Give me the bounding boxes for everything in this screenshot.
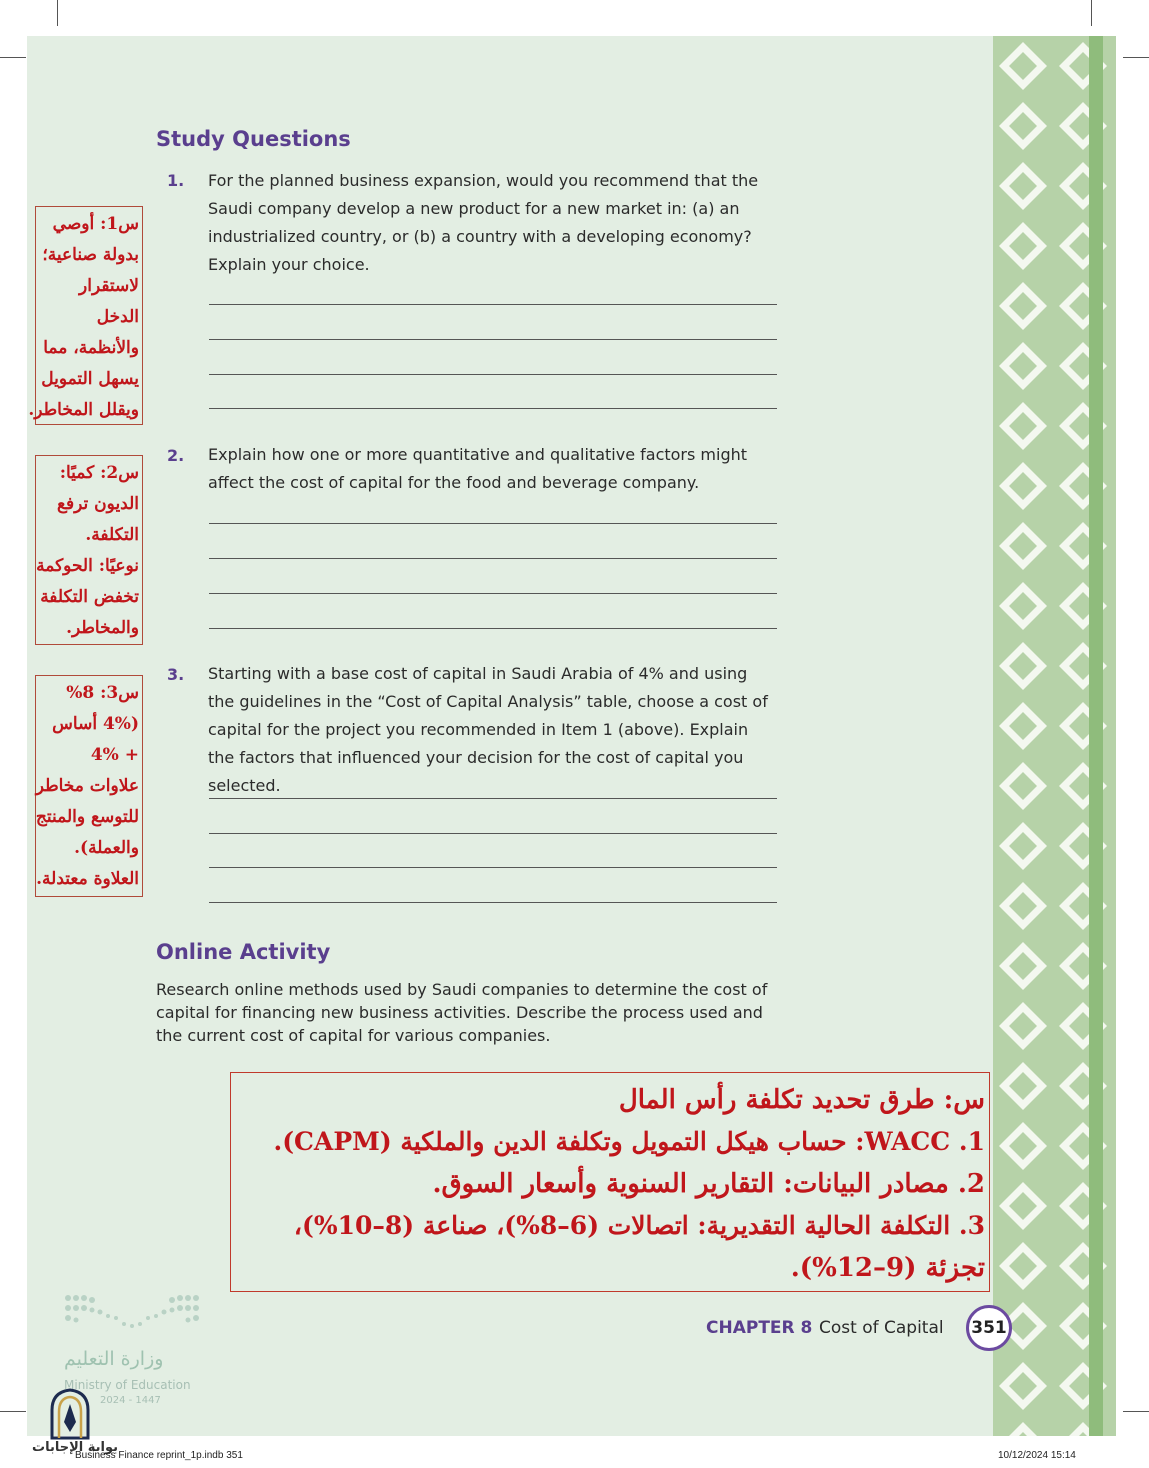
answer-line[interactable] [209, 902, 777, 903]
answer-line[interactable] [209, 558, 777, 559]
online-activity-text: Research online methods used by Saudi companies to determine the cost of capital for financing new business activities. Describe the process used and the current cost of capital for various companies. [156, 980, 768, 1045]
note-line: لاستقرار [79, 276, 139, 296]
answer-line[interactable] [209, 798, 777, 799]
note-line: بدولة صناعية؛ [42, 245, 139, 265]
note-line: الديون ترفع [56, 494, 139, 514]
answer-line-text: 3. التكلفة الحالية التقديرية: اتصالات (6–8%)، صناعة (8–10%)، [293, 1211, 985, 1240]
print-slug-file: Business Finance reprint_1p.indb 351 [75, 1450, 243, 1461]
chapter-title: Cost of Capital [819, 1318, 944, 1338]
note-line: يسهل التمويل [41, 369, 139, 389]
answer-note-q2 [35, 455, 143, 645]
answer-line[interactable] [209, 523, 777, 524]
note-line: للتوسع والمنتج [35, 807, 139, 827]
note-line: تخفض التكلفة [40, 587, 139, 607]
question-text: For the planned business expansion, would you recommend that the Saudi company develop a new product for a new market in: (a) an industrialized country, or (b) a country with a developing economy? Explain your choice. [208, 171, 759, 274]
note-line: العلاوة معتدلة. [36, 869, 139, 889]
portal-label: بوابة الإجابات [32, 1440, 118, 1455]
answer-line-text: 1. WACC: حساب هيكل التمويل وتكلفة الدين والملكية (CAPM). [273, 1127, 985, 1156]
question-text: Starting with a base cost of capital in Saudi Arabia of 4% and using the guidelines in the “Cost of Capital Analysis” table, choose a cost of capital for the project you recommended in Item 1 (above). Explain the factors that influenced your decision for the cost of capital you selected. [208, 664, 768, 795]
print-slug-datetime: 10/12/2024 15:14 [998, 1450, 1076, 1461]
question-text: Explain how one or more quantitative and qualitative factors might affect the cost of capital for the food and beverage company. [208, 445, 748, 492]
note-line: الدخل [96, 307, 139, 327]
answer-note-q1 [28, 206, 143, 425]
answer-line-text: س: طرق تحديد تكلفة رأس المال [618, 1085, 985, 1115]
note-line: س2: كميًا: [59, 463, 139, 483]
answer-line[interactable] [209, 833, 777, 834]
note-line: علاوات مخاطر [35, 776, 139, 796]
crop-mark [0, 57, 26, 58]
note-line: ويقلل المخاطر. [28, 400, 139, 420]
answer-line[interactable] [209, 304, 777, 305]
crop-mark [1091, 0, 1092, 26]
crop-mark [57, 0, 58, 26]
crop-mark [1123, 57, 1149, 58]
ministry-logo-icon [62, 1290, 202, 1340]
answer-note-q3 [35, 675, 143, 897]
note-line: س1: أوصي [52, 214, 139, 234]
study-questions-heading: Study Questions [156, 127, 351, 151]
ministry-name-arabic: وزارة التعليم [64, 1348, 164, 1370]
note-line: التكلفة. [85, 525, 139, 545]
note-line: نوعيًا: الحوكمة [36, 556, 139, 576]
question-number: 3. [167, 665, 185, 684]
note-line: والمخاطر. [66, 618, 139, 638]
answer-line[interactable] [209, 374, 777, 375]
note-line: + 4% [90, 745, 139, 765]
decorative-border [993, 36, 1116, 1436]
note-line: (4% أساس [52, 714, 139, 734]
note-line: والأنظمة، مما [43, 338, 139, 358]
ministry-name-english: Ministry of Education [64, 1378, 191, 1392]
chapter-label: CHAPTER 8 [706, 1318, 813, 1338]
portal-logo-icon [48, 1388, 92, 1440]
answer-line[interactable] [209, 593, 777, 594]
answer-line[interactable] [209, 339, 777, 340]
crop-mark [0, 1411, 26, 1412]
page-number: 351 [966, 1305, 1012, 1351]
answer-line-text: 2. مصادر البيانات: التقارير السنوية وأسعار السوق. [432, 1169, 985, 1199]
note-line: والعملة). [74, 838, 139, 858]
crop-mark [1123, 1411, 1149, 1412]
answer-line[interactable] [209, 628, 777, 629]
online-activity-heading: Online Activity [156, 940, 331, 964]
answer-line-text: تجزئة (9–12%). [790, 1253, 985, 1283]
question-number: 2. [167, 446, 185, 465]
answer-line[interactable] [209, 408, 777, 409]
ministry-year: 2024 - 1447 [100, 1395, 161, 1406]
answer-line[interactable] [209, 867, 777, 868]
online-activity-answer [230, 1072, 990, 1292]
question-number: 1. [167, 171, 185, 190]
note-line: س3: 8% [66, 683, 139, 703]
